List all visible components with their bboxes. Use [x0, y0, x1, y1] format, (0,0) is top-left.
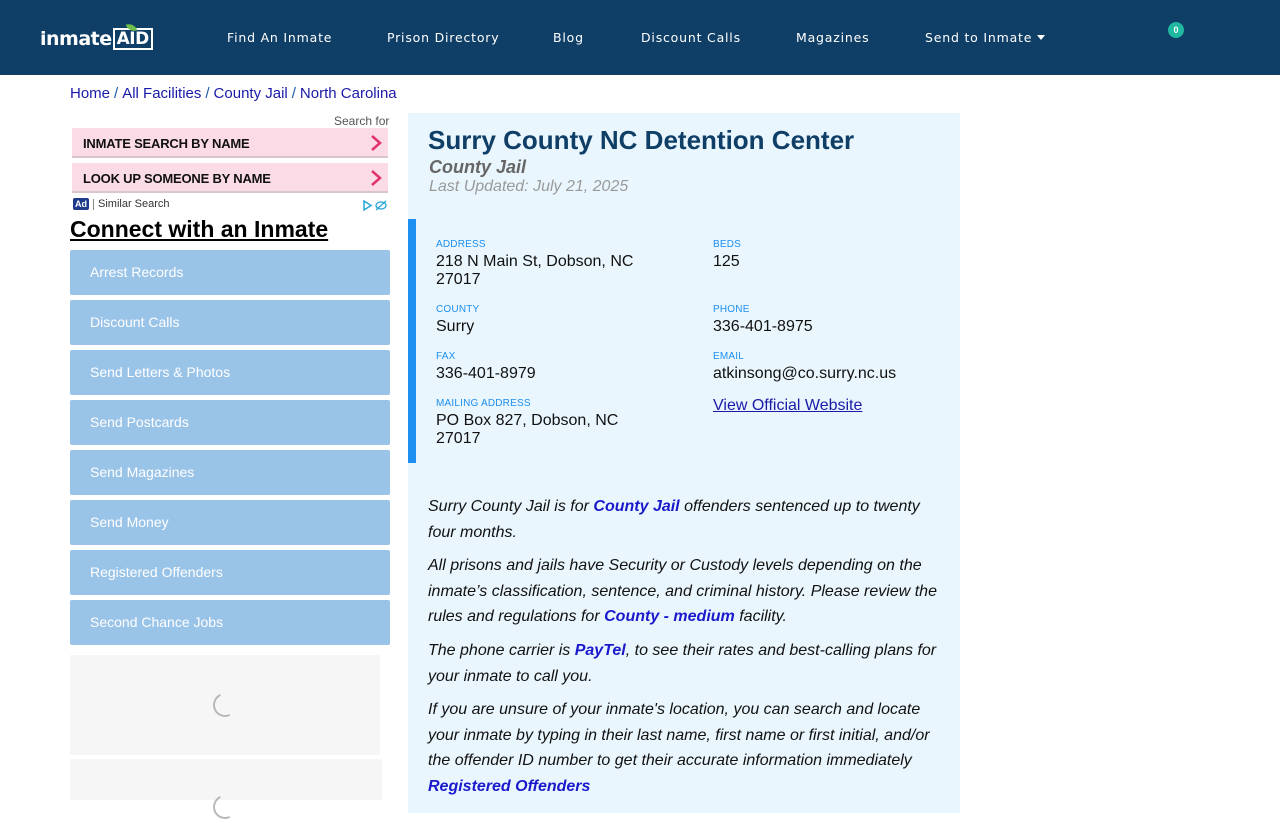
logo-box-text: AID [113, 28, 153, 50]
nav-send-to-inmate[interactable] [925, 30, 1045, 45]
ad-link-label: INMATE SEARCH BY NAME [83, 136, 250, 151]
logo-text: inmate [40, 28, 112, 50]
site-header [0, 0, 1280, 75]
mailing-address-line1: PO Box 827, Dobson, NC [436, 412, 619, 429]
address-line1: 218 N Main St, Dobson, NC [436, 253, 634, 270]
breadcrumb-separator: / [205, 85, 210, 102]
ad-provider[interactable]: Similar Search [98, 198, 170, 210]
ad-link-label: LOOK UP SOMEONE BY NAME [83, 171, 271, 186]
security-level-link[interactable]: County - medium [604, 608, 735, 625]
ad-badge: Ad [75, 199, 87, 209]
sidebar-item-send-postcards[interactable]: Send Postcards [70, 400, 390, 445]
breadcrumb-county-jail[interactable]: County Jail [213, 85, 288, 102]
beds-value: 125 [713, 253, 740, 270]
fax-label: FAX [436, 351, 456, 362]
nav-prison-directory[interactable]: Prison Directory [387, 30, 500, 45]
chevron-right-icon [370, 169, 382, 187]
breadcrumb-north-carolina[interactable]: North Carolina [299, 85, 397, 102]
official-website-link[interactable]: View Official Website [713, 397, 863, 414]
sidebar-item-send-letters-photos[interactable]: Send Letters & Photos [70, 350, 390, 395]
breadcrumb-separator: / [291, 85, 296, 102]
sidebar-item-send-magazines[interactable]: Send Magazines [70, 450, 390, 495]
facility-type: County Jail [429, 157, 527, 177]
ad-search-for-label: Search for [334, 114, 390, 128]
last-updated: Last Updated: July 21, 2025 [429, 178, 629, 195]
cart-count-badge[interactable]: 0 [1168, 22, 1184, 38]
nav-find-an-inmate[interactable]: Find An Inmate [227, 30, 333, 45]
description-paragraph [428, 494, 948, 545]
sidebar-item-registered-offenders[interactable]: Registered Offenders [70, 550, 390, 595]
chevron-right-icon [370, 134, 382, 152]
fax-value: 336-401-8979 [436, 365, 536, 382]
divider [93, 199, 94, 210]
email-value: atkinsong@co.surry.nc.us [713, 365, 897, 382]
sidebar-item-second-chance-jobs[interactable]: Second Chance Jobs [70, 600, 390, 645]
ad-placeholder [70, 759, 382, 800]
ad-choices-icon[interactable] [362, 200, 388, 211]
description-text: If you are unsure of your inmate's location, you can search and locate your inmate by typing in their last name, first name or first initial, and/or the offender ID number to get their accurate information immediately [428, 701, 930, 769]
ad-footer [73, 198, 170, 210]
loading-spinner-icon [210, 792, 241, 822]
beds-label: BEDS [713, 239, 742, 250]
sidebar-heading: Connect with an Inmate [70, 216, 329, 242]
breadcrumb [70, 85, 397, 102]
description-text: offenders sentenced up to twenty four months. [428, 498, 920, 541]
sidebar-item-discount-calls[interactable]: Discount Calls [70, 300, 390, 345]
page-title: Surry County NC Detention Center [428, 125, 855, 155]
sidebar-item-arrest-records[interactable]: Arrest Records [70, 250, 390, 295]
description-paragraph [428, 553, 948, 630]
description-paragraph [428, 697, 948, 799]
ad-link-look-up-someone[interactable] [72, 163, 388, 193]
description-paragraph [428, 638, 948, 689]
ad-placeholder [70, 655, 380, 755]
nav-discount-calls[interactable]: Discount Calls [641, 30, 741, 45]
description-text: facility. [734, 608, 787, 625]
description-text: , to see their rates and best-calling plans for your inmate to call you. [428, 642, 937, 685]
description-text: All prisons and jails have Security or Custody levels depending on the inmate’s classification, sentence, and criminal history. Please review the rules and regulations for [428, 557, 937, 625]
county-label: COUNTY [436, 304, 480, 315]
chevron-down-icon [1037, 35, 1045, 40]
phone-carrier-link[interactable]: PayTel [574, 642, 626, 659]
description-text: Surry County Jail is for [428, 498, 594, 515]
ad-link-inmate-search[interactable] [72, 128, 388, 158]
mailing-address-line2: 27017 [436, 430, 481, 447]
description-text: The phone carrier is [428, 642, 575, 659]
address-line2: 27017 [436, 271, 481, 288]
email-label: EMAIL [713, 351, 745, 362]
loading-spinner-icon [210, 690, 241, 721]
county-value: Surry [436, 318, 475, 335]
breadcrumb-separator: / [114, 85, 119, 102]
breadcrumb-home[interactable]: Home [70, 85, 111, 102]
phone-label: PHONE [713, 304, 750, 315]
nav-magazines[interactable]: Magazines [796, 30, 870, 45]
nav-send-to-inmate-label: Send to Inmate [925, 30, 1033, 45]
county-jail-link[interactable]: County Jail [593, 498, 680, 515]
registered-offenders-link[interactable]: Registered Offenders [428, 777, 591, 795]
sidebar-item-send-money[interactable]: Send Money [70, 500, 390, 545]
address-label: ADDRESS [436, 239, 486, 250]
mailing-address-label: MAILING ADDRESS [436, 398, 531, 409]
phone-value: 336-401-8975 [713, 318, 813, 335]
breadcrumb-all-facilities[interactable]: All Facilities [122, 85, 202, 102]
main-nav [0, 30, 1280, 46]
nav-blog[interactable]: Blog [553, 30, 584, 45]
